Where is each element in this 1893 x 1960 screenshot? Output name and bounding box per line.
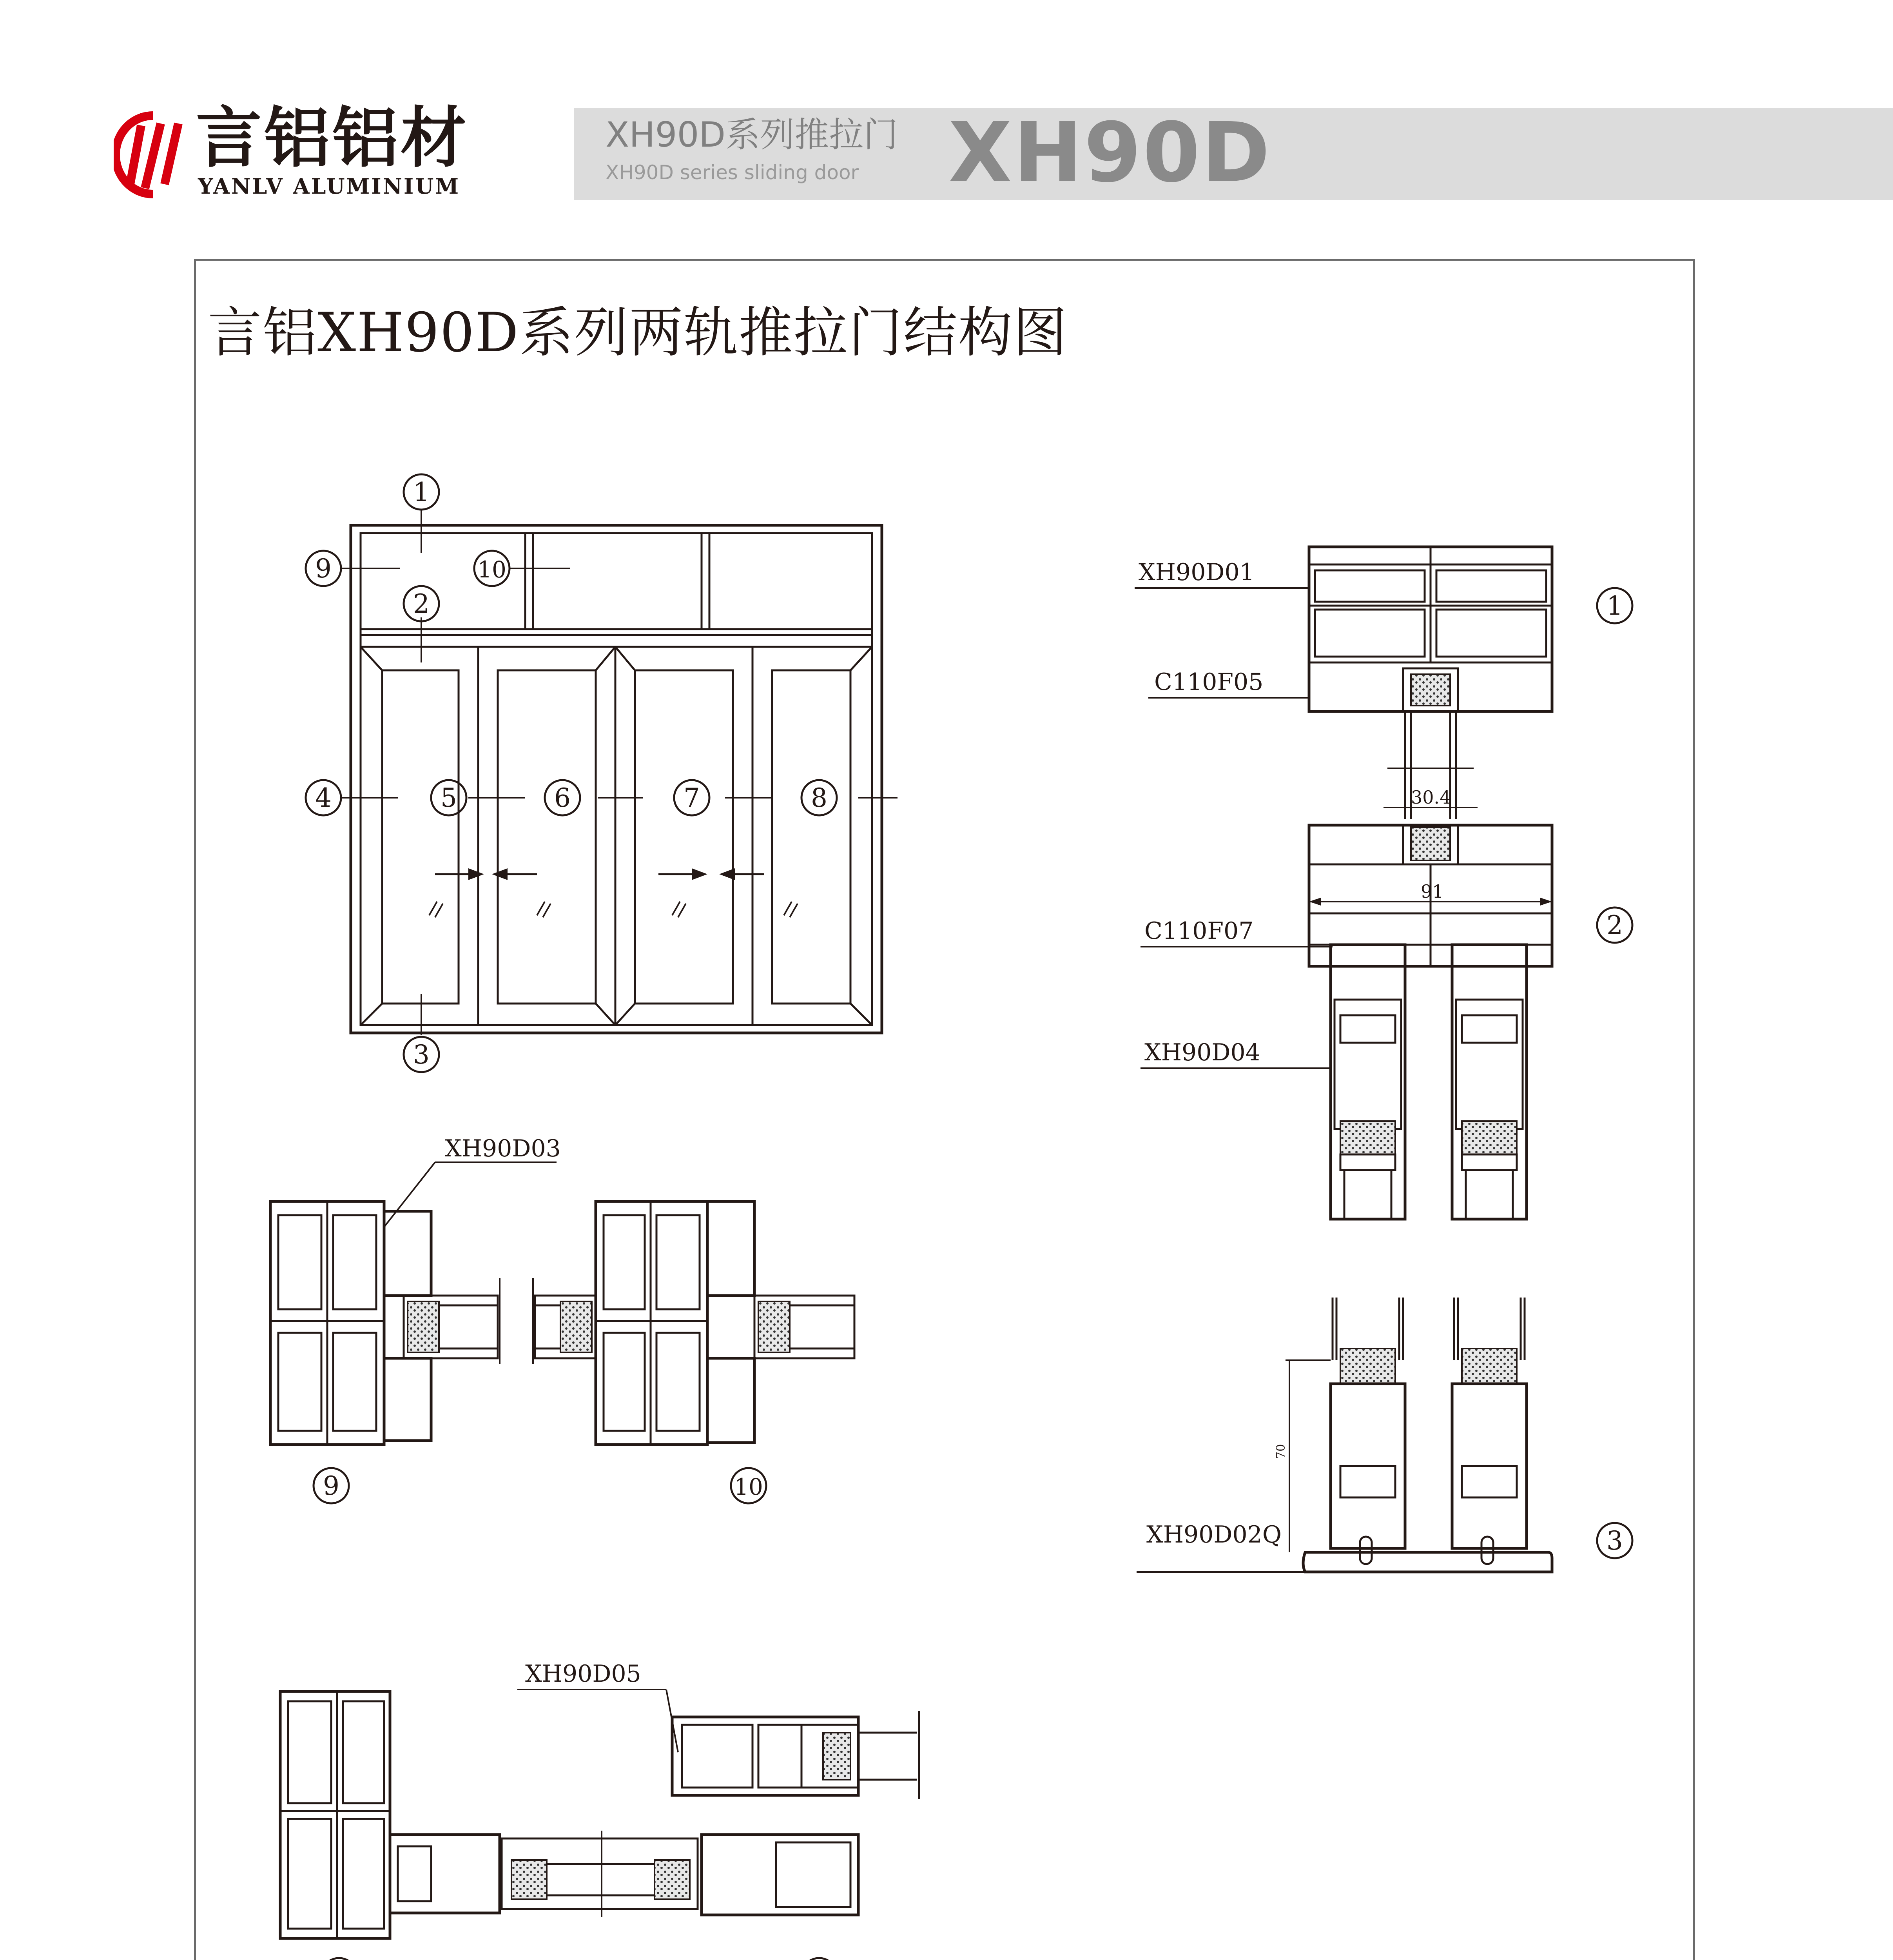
callout-1-section: 1 <box>1607 591 1623 621</box>
callout-2: 2 <box>413 589 430 619</box>
callout-10-section: 10 <box>734 1474 763 1500</box>
profile-code-xh90d01: XH90D01 <box>1139 559 1255 586</box>
dimension-frame-width: 91 <box>1421 881 1444 902</box>
callout-9-section: 9 <box>323 1471 339 1501</box>
profile-code-xh90d03: XH90D03 <box>445 1135 561 1162</box>
profile-code-xh90d05: XH90D05 <box>525 1660 641 1688</box>
profile-code-xh90d04: XH90D04 <box>1144 1039 1260 1066</box>
callout-10: 10 <box>477 556 506 583</box>
brand-name-en: YANLV ALUMINIUM <box>198 174 461 199</box>
dimension-glass-gap: 30.4 <box>1411 787 1451 808</box>
callout-3: 3 <box>413 1040 430 1070</box>
callout-6: 6 <box>554 783 571 813</box>
section-sashes <box>1331 945 1527 1219</box>
callout-9: 9 <box>315 554 332 584</box>
section-top <box>1309 547 1552 966</box>
profile-code-c110f07: C110F07 <box>1144 917 1254 945</box>
section-mullion <box>270 1162 854 1445</box>
profile-code-c110f05: C110F05 <box>1154 668 1264 696</box>
section-bottom <box>1286 1298 1552 1572</box>
profile-code-xh90d02q: XH90D02Q <box>1146 1521 1282 1548</box>
callout-4: 4 <box>315 783 332 813</box>
dimension-bottom-height: 70 <box>1274 1444 1288 1459</box>
callout-2-section: 2 <box>1607 910 1623 940</box>
series-title-cn: XH90D系列推拉门 <box>606 114 898 155</box>
callout-8: 8 <box>811 783 827 813</box>
model-code: XH90D <box>948 105 1272 201</box>
callout-3-section: 3 <box>1607 1526 1623 1556</box>
section-side-4-5 <box>280 1690 919 1938</box>
brand-name-cn: 言铝铝材 <box>196 100 469 176</box>
callout-1: 1 <box>413 477 430 507</box>
drawing-title: 言铝XH90D系列两轨推拉门结构图 <box>208 301 1068 364</box>
callout-5: 5 <box>441 783 457 813</box>
series-title-en: XH90D series sliding door <box>606 161 859 184</box>
door-elevation <box>341 510 898 1035</box>
callout-7: 7 <box>684 783 700 813</box>
